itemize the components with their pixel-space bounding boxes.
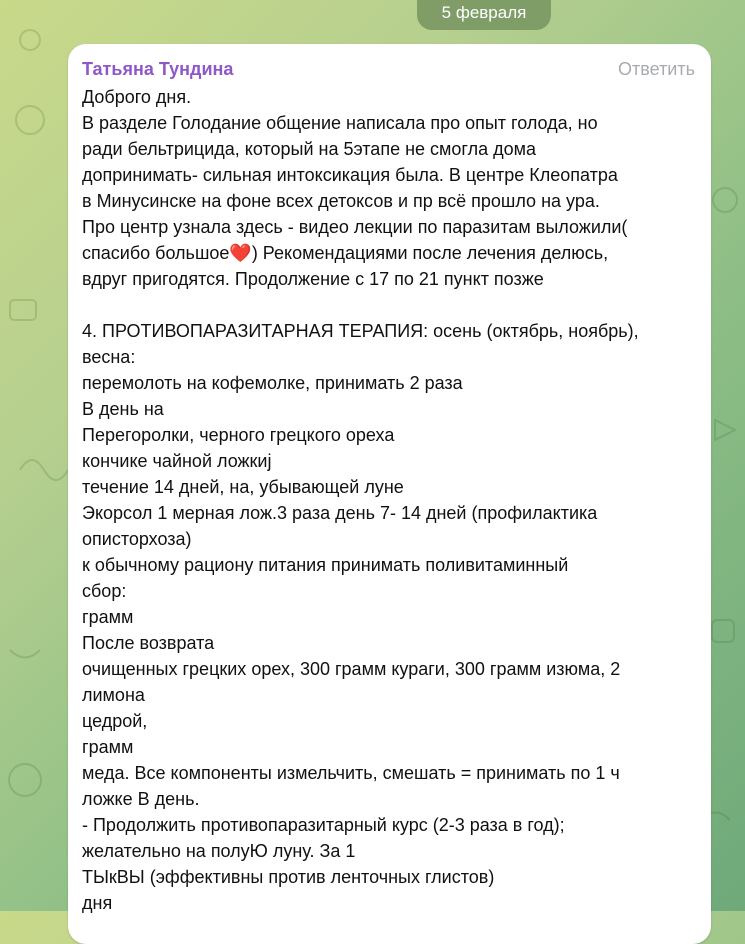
message-line: ради бельтрицида, который на 5этапе не смогла дома — [82, 139, 536, 159]
message-bubble — [68, 44, 711, 944]
message-line: Доброго дня. — [82, 87, 192, 107]
message-line: перемолоть на кофемолке, принимать 2 раза — [82, 373, 463, 393]
message-text — [82, 84, 702, 916]
message-line: течение 14 дней, на, убывающей луне — [82, 477, 404, 497]
message-line: кончике чайной ложкиj — [82, 451, 272, 471]
message-line: 4. ПРОТИВОПАРАЗИТАРНАЯ ТЕРАПИЯ: осень (октябрь, ноябрь), — [82, 321, 639, 341]
message-line: вдруг пригодятся. Продолжение с 17 по 21 пункт позже — [82, 269, 544, 289]
message-line: Перегоролки, черного грецкого ореха — [82, 425, 395, 445]
message-line: к обычному рациону питания принимать поливитаминный — [82, 555, 569, 575]
message-line: желательно на полуЮ луну. За 1 — [82, 841, 356, 861]
message-line: цедрой, — [82, 711, 148, 731]
message-line: спасибо большое❤️) Рекомендациями после лечения делюсь, — [82, 243, 609, 263]
message-line: в Минусинске на фоне всех детоксов и пр всё прошло на ура. — [82, 191, 600, 211]
sender-name[interactable]: Татьяна Тундина — [82, 59, 234, 79]
message-line: меда. Все компоненты измельчить, смешать = принимать по 1 ч — [82, 763, 620, 783]
message-line: После возврата — [82, 633, 215, 653]
message-line: лимона — [82, 685, 145, 705]
message-line: грамм — [82, 737, 134, 757]
message-line: допринимать- сильная интоксикация была. В центре Клеопатра — [82, 165, 618, 185]
message-line: В разделе Голодание общение написала про опыт голода, но — [82, 113, 598, 133]
message-line: ТЫкВЫ (эффективны против ленточных глистов) — [82, 867, 495, 887]
message-line — [82, 292, 702, 318]
message-line: очищенных грецких орех, 300 грамм кураги, 300 грамм изюма, 2 — [82, 659, 621, 679]
message-line: Экорсол 1 мерная лож.3 раза день 7- 14 дней (профилактика — [82, 503, 598, 523]
message-line: ложке В день. — [82, 789, 200, 809]
message-line: сбор: — [82, 581, 127, 601]
date-separator: 5 февраля — [417, 0, 551, 30]
reply-button[interactable]: Ответить — [618, 59, 695, 79]
message-line: описторхоза) — [82, 529, 192, 549]
message-line: весна: — [82, 347, 136, 367]
message-line: грамм — [82, 607, 134, 627]
message-line: Про центр узнала здесь - видео лекции по паразитам выложили( — [82, 217, 628, 237]
message-line: дня — [82, 893, 113, 913]
message-line: В день на — [82, 399, 164, 419]
message-line: - Продолжить противопаразитарный курс (2-3 раза в год); — [82, 815, 565, 835]
